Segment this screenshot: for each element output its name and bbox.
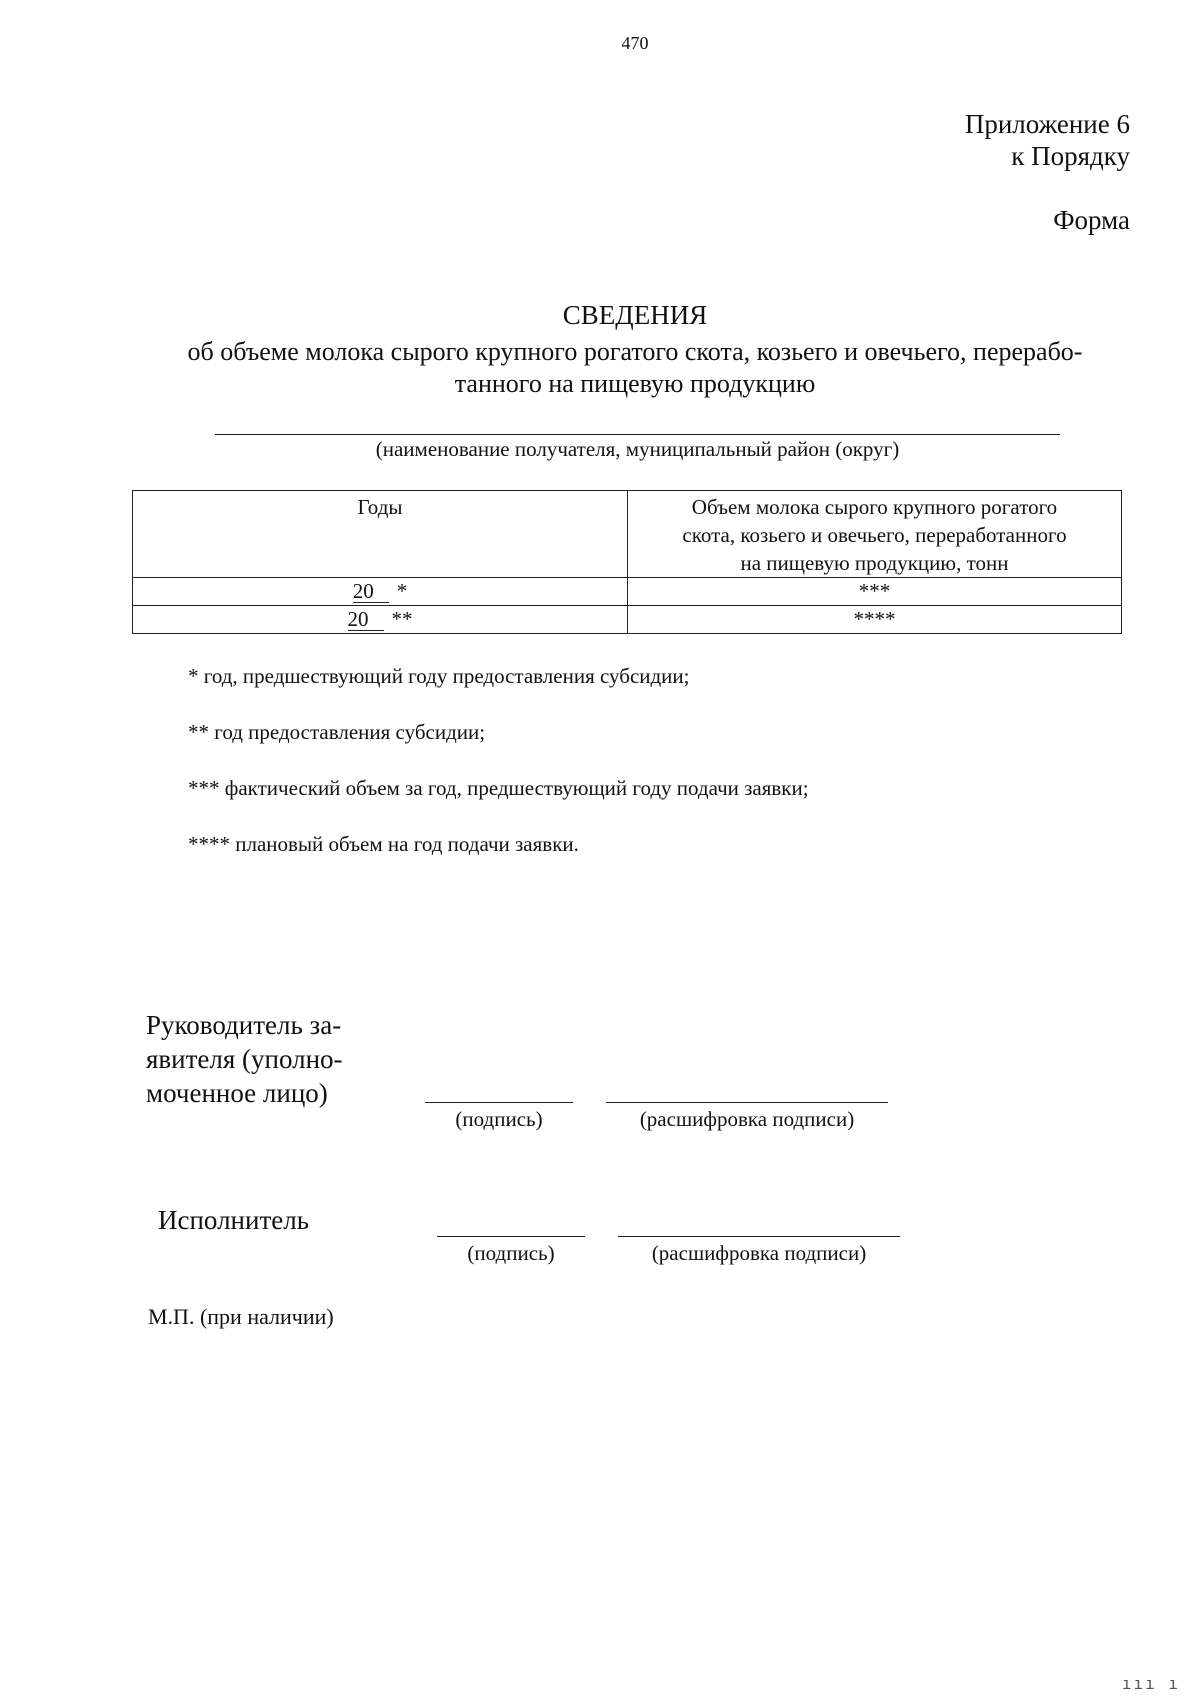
recipient-name-caption: (наименование получателя, муниципальный район (округ)	[375, 437, 900, 461]
head-decoding-field[interactable]	[606, 1102, 888, 1103]
executor-signature-caption: (подпись)	[467, 1241, 555, 1265]
table-header-row	[133, 491, 1122, 578]
footnote: * год, предшествующий году предоставления субсидии;	[188, 664, 690, 688]
year-prefix: 20	[353, 580, 389, 603]
footnote: **** плановый объем на год подачи заявки.	[188, 832, 579, 856]
head-label-line-2: явителя (уполно-	[146, 1044, 343, 1074]
year-cell[interactable]	[133, 578, 628, 606]
form-label: Форма	[1053, 205, 1130, 235]
year-prefix: 20	[348, 608, 384, 631]
head-signature-field[interactable]	[425, 1102, 573, 1103]
header-volume-line-2: скота, козьего и овечьего, переработанного	[682, 523, 1067, 547]
head-label-line-1: Руководитель за-	[146, 1010, 342, 1040]
appendix-reference	[965, 108, 1130, 172]
header-volume-line-3: на пищевую продукцию, тонн	[740, 551, 1009, 575]
subtitle-line-1: об объеме молока сырого крупного рогатого скота, козьего и овечьего, перерабо-	[187, 337, 1083, 366]
header-years: Годы	[133, 491, 628, 578]
executor-decoding-caption: (расшифровка подписи)	[651, 1241, 867, 1265]
recipient-name-field[interactable]	[215, 434, 1060, 435]
head-signature-caption: (подпись)	[455, 1107, 543, 1131]
volume-cell[interactable]: ****	[628, 606, 1122, 634]
head-label-line-3: моченное лицо)	[146, 1078, 328, 1108]
document-title: СВЕДЕНИЯ	[562, 300, 708, 330]
header-volume	[628, 491, 1122, 578]
document-subtitle	[140, 336, 1130, 400]
appendix-line-1: Приложение 6	[964, 109, 1130, 139]
table-row	[133, 606, 1122, 634]
footnote: ** год предоставления субсидии;	[188, 720, 486, 744]
footnote: *** фактический объем за год, предшествующий году подачи заявки;	[188, 776, 809, 800]
milk-volume-table	[132, 490, 1122, 634]
page-number: 470	[621, 33, 649, 53]
year-mark: *	[396, 579, 408, 603]
year-mark: **	[391, 607, 413, 631]
volume-cell[interactable]: ***	[628, 578, 1122, 606]
table-row	[133, 578, 1122, 606]
stamp-place: М.П. (при наличии)	[148, 1304, 334, 1329]
subtitle-line-2: танного на пищевую продукцию	[454, 369, 816, 398]
head-decoding-caption: (расшифровка подписи)	[639, 1107, 855, 1131]
scan-marks: ııı ı	[1121, 1674, 1180, 1693]
executor-label: Исполнитель	[158, 1205, 310, 1235]
footnotes	[188, 662, 809, 886]
appendix-line-2: к Порядку	[1011, 141, 1130, 171]
year-cell[interactable]	[133, 606, 628, 634]
head-signatory-label	[146, 1008, 343, 1110]
executor-signature-field[interactable]	[437, 1236, 585, 1237]
header-volume-line-1: Объем молока сырого крупного рогатого	[691, 495, 1058, 519]
executor-decoding-field[interactable]	[618, 1236, 900, 1237]
